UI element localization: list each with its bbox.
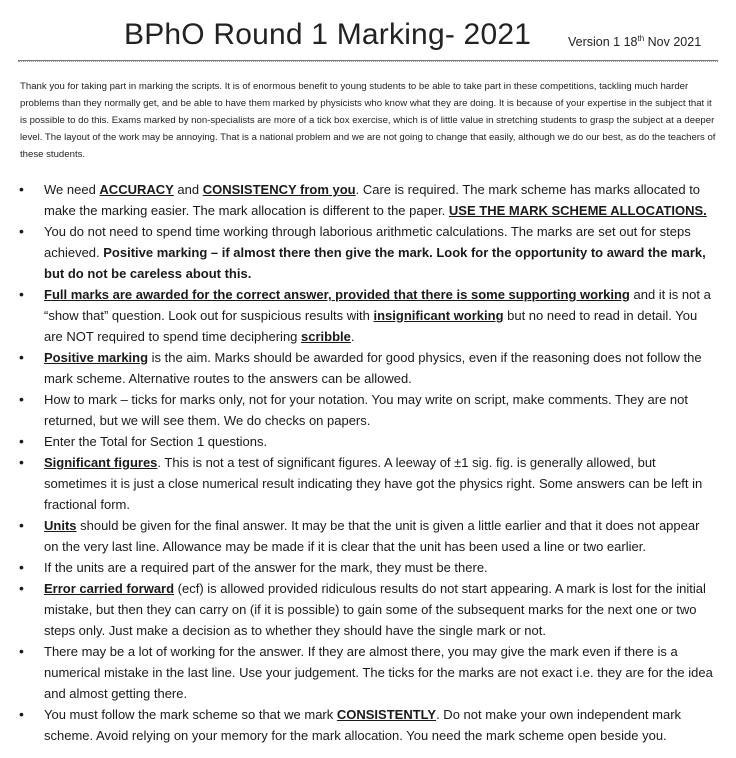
bullet-icon: •	[19, 559, 24, 575]
emphasis: CONSISTENCY from you	[202, 182, 356, 197]
text: There may be a lot of working for the answer. If they are almost there, you may give the mark even if there is a numerical mistake in the last line. Use your judgement. The ticks for the marks are not exact i.e. they are for the idea and almost getting there.	[44, 644, 713, 701]
text: If the units are a required part of the answer for the mark, they must be there.	[44, 560, 488, 575]
text: . Do not make your own independent mark scheme. Avoid relying on your memory for the mark allocation. You need the mark scheme open beside you.	[44, 707, 682, 743]
guideline-error-carried-forward	[16, 578, 716, 641]
marking-guidelines-list	[16, 179, 716, 746]
emphasis: Significant figures	[44, 455, 158, 470]
emphasis: insignificant working	[373, 308, 504, 323]
emphasis: Error carried forward	[44, 581, 175, 596]
bullet-icon: •	[19, 433, 24, 449]
emphasis: Positive marking – if almost there then give the mark. Look for the opportunity to award the mark, but do not be careless about this.	[44, 245, 706, 281]
text: is the aim. Marks should be awarded for good physics, even if the reasoning does not follow the mark scheme. Alternative routes to the answers can be allowed.	[44, 350, 702, 386]
intro-paragraph: Thank you for taking part in marking the scripts. It is of enormous benefit to young students to be able to take part in these competitions, tackling much harder problems than they normally get, and be able to have them marked by physicists who know what they are doing. It is because of your expertise in the subject that it is possible to do this. Exams marked by non-specialists are more of a tick box exercise, which is of little value in stretching students to grasp the subject at a deeper level. The layout of the work may be annoying. That is a national problem and we are not going to change that easily, although we do our best, as do the teachers of these students.	[20, 81, 716, 160]
page-title: BPhO Round 1 Marking- 2021	[124, 18, 532, 51]
page-header	[0, 14, 736, 58]
version-label	[568, 34, 701, 49]
bullet-icon: •	[19, 706, 24, 722]
bullet-icon: •	[19, 223, 24, 239]
text: . This is not a test of significant figures. A leeway of ±1 sig. fig. is generally allowed, but sometimes it is just a close numerical result indicating they have got the physics right. Some answers can be left in fractional form.	[44, 455, 703, 512]
emphasis: USE THE MARK SCHEME ALLOCATIONS.	[448, 203, 707, 218]
bullet-icon: •	[19, 454, 24, 470]
text: You must follow the mark scheme so that we mark	[44, 707, 337, 722]
header-divider	[18, 60, 718, 62]
emphasis: CONSISTENTLY	[336, 707, 437, 722]
emphasis: ACCURACY	[99, 182, 174, 197]
bullet-icon: •	[19, 181, 24, 197]
bullet-icon: •	[19, 580, 24, 596]
text: You do not need to spend time working through laborious arithmetic calculations. The marks are set out for steps achieved.	[44, 224, 691, 260]
bullet-icon: •	[19, 643, 24, 659]
text: and	[173, 182, 203, 197]
guideline-accuracy	[16, 179, 716, 221]
text: should be given for the final answer. It may be that the unit is given a little earlier and that it does not appear on the very last line. Allowance may be made if it is clear that the unit has been used a line or two earlier.	[44, 518, 700, 554]
version-ordinal: th	[637, 34, 645, 43]
text: and it is not a “show that” question. Look out for suspicious results with	[44, 287, 711, 323]
emphasis: Full marks are awarded for the correct answer, provided that there is some supporting working	[44, 287, 630, 302]
guideline-follow-scheme	[16, 704, 716, 746]
text: How to mark – ticks for marks only, not for your notation. You may write on script, make comments. They are not returned, but we will see them. We do checks on papers.	[44, 392, 689, 428]
bullet-icon: •	[19, 349, 24, 365]
text: (ecf) is allowed provided ridiculous results do not start appearing. A mark is lost for the initial mistake, but then they can carry on (if it is possible) to gain some of the subsequent marks for the next one or two steps only. Just make a decision as to whether they should have the single mark or not.	[44, 581, 706, 638]
guideline-arithmetic	[16, 221, 716, 284]
guideline-enter-total	[16, 431, 716, 452]
bullet-icon: •	[19, 517, 24, 533]
guideline-units	[16, 515, 716, 557]
text: We need	[44, 182, 100, 197]
version-prefix: Version 1 18	[568, 35, 638, 50]
version-suffix: Nov 2021	[644, 35, 702, 50]
guideline-positive-marking	[16, 347, 716, 389]
text: . Care is required. The mark scheme has marks allocated to make the marking easier. The mark allocation is different to the paper.	[44, 182, 701, 218]
text: .	[350, 329, 355, 344]
emphasis: Units	[44, 518, 77, 533]
text: but no need to read in detail. You are NOT required to spend time deciphering	[44, 308, 698, 344]
emphasis: Positive marking	[44, 350, 149, 365]
guideline-working	[16, 641, 716, 704]
text: Enter the Total for Section 1 questions.	[44, 434, 268, 449]
guideline-how-to-mark	[16, 389, 716, 431]
guideline-units-required	[16, 557, 716, 578]
bullet-icon: •	[19, 391, 24, 407]
bullet-icon: •	[19, 286, 24, 302]
emphasis: scribble	[301, 329, 351, 344]
guideline-full-marks	[16, 284, 716, 347]
guideline-significant-figures	[16, 452, 716, 515]
